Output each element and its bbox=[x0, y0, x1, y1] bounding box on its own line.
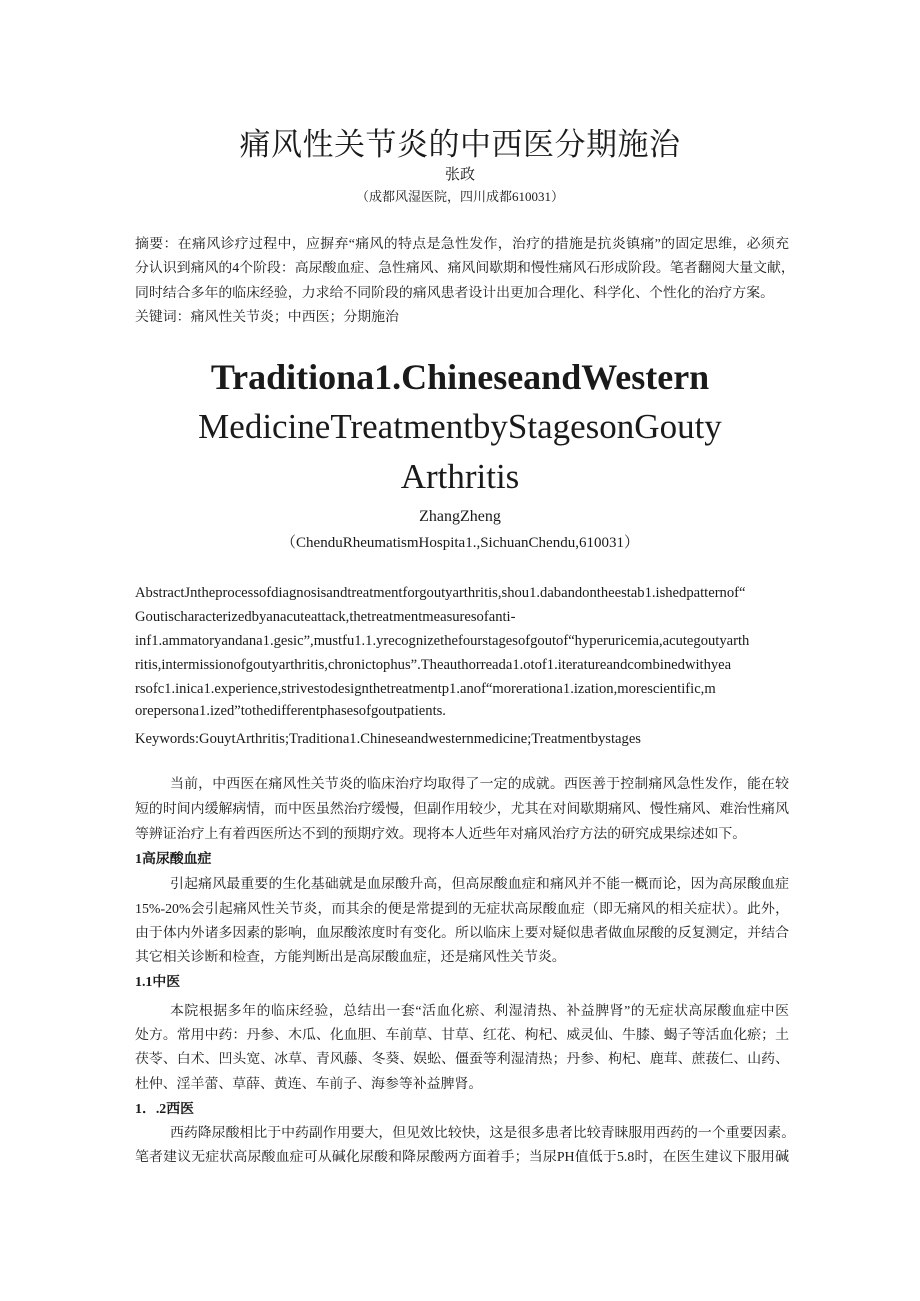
english-title-line: Arthritis bbox=[400, 457, 520, 496]
english-title-line: MedicineTreatmentbyStagesonGouty bbox=[198, 407, 722, 446]
abstract-en-line: Goutischaracterizedbyanacuteattack,thetreatmentmeasuresofanti- bbox=[135, 609, 516, 625]
author-name: 张政 bbox=[444, 167, 475, 183]
keywords-en: Keywords:GouytArthritis;Traditiona1.Chineseandwesternmedicine;Treatmentbystages bbox=[135, 731, 641, 747]
body-text-line: 笔者建议无症状高尿酸血症可从碱化尿酸和降尿酸两方面着手；当尿PH值低于5.8时，在医生建议下服用碱 bbox=[135, 1150, 789, 1165]
abstract-en-line: ritis,intermissionofgoutyarthritis,chronictophus”.Theauthorreada1.otof1.iteratureandcombinedwithyea bbox=[135, 657, 732, 673]
abstract-cn-line: 摘要：在痛风诊疗过程中，应摒弃“痛风的特点是急性发作，治疗的措施是抗炎镇痛”的固定思维，必须充 bbox=[135, 237, 789, 252]
author-affiliation: （成都风湿医院，四川成都610031） bbox=[355, 189, 564, 204]
english-author-name: ZhangZheng bbox=[419, 508, 501, 525]
section-heading: 1高尿酸血症 bbox=[135, 852, 212, 867]
english-affiliation: （ChenduRheumatismHospita1.,SichuanChendu,610031） bbox=[281, 535, 639, 551]
body-text-line: 其它相关诊断和检查，方能判断出是高尿酸血症，还是痛风性关节炎。 bbox=[135, 950, 566, 965]
body-text-line: 15%-20%会引起痛风性关节炎，而其余的便是常提到的无症状高尿酸血症（即无痛风的相关症状）。此外， bbox=[135, 902, 789, 917]
body-text-line: 引起痛风最重要的生化基础就是血尿酸升高，但高尿酸血症和痛风并不能一概而论，因为高尿酸血症 bbox=[170, 877, 789, 892]
body-text-line: 短的时间内缓解病情，而中医虽然治疗缓慢，但副作用较少，尤其在对间歇期痛风、慢性痛风、难治性痛风 bbox=[135, 802, 789, 817]
body-text-line: 当前，中西医在痛风性关节炎的临床治疗均取得了一定的成就。西医善于控制痛风急性发作，能在较 bbox=[170, 777, 789, 792]
body-text-line: 处方。常用中药：丹参、木瓜、化血胆、车前草、甘草、红花、枸杞、威灵仙、牛膝、蝎子等活血化瘀；土 bbox=[135, 1028, 789, 1043]
body-text-line: 杜仲、淫羊蕾、草薛、黄连、车前子、海参等补益脾肾。 bbox=[135, 1077, 483, 1092]
abstract-cn-line: 同时结合多年的临床经验，力求给不同阶段的痛风患者设计出更加合理化、科学化、个性化的治疗方案。 bbox=[135, 286, 774, 301]
body-text-line: 本院根据多年的临床经验，总结出一套“活血化瘀、利湿清热、补益脾肾”的无症状高尿酸血症中医 bbox=[170, 1004, 789, 1019]
abstract-cn-line: 分认识到痛风的4个阶段：高尿酸血症、急性痛风、痛风间歇期和慢性痛风石形成阶段。笔者翻阅大量文献， bbox=[135, 261, 795, 276]
body-text-line: 西药降尿酸相比于中药副作用要大，但见效比较快，这是很多患者比较青睐服用西药的一个重要因素。 bbox=[170, 1126, 796, 1141]
abstract-en-line: AbstractJntheprocessofdiagnosisandtreatmentforgoutyarthritis,shou1.dabandontheestab1.ishedpatternof“ bbox=[135, 585, 746, 601]
paper-title: 痛风性关节炎的中西医分期施治 bbox=[239, 127, 681, 162]
body-text-line: 等辨证治疗上有着西医所达不到的预期疗效。现将本人近些年对痛风治疗方法的研究成果综述如下。 bbox=[135, 827, 747, 842]
subsection-heading: 1．.2西医 bbox=[135, 1102, 195, 1117]
subsection-heading: 1.1中医 bbox=[135, 975, 181, 990]
abstract-en-line: orepersona1.ized”tothedifferentphasesofgoutpatients. bbox=[135, 703, 446, 719]
english-title-line: Traditiona1.ChineseandWestern bbox=[210, 357, 710, 397]
abstract-en-line: inf1.ammatoryandana1.gesic”,mustfu1.1.yrecognizethefourstagesofgoutof“hyperuricemia,acutegoutyarth bbox=[135, 633, 750, 649]
body-text-line: 茯苓、白术、凹头宽、冰草、青风藤、冬葵、娱蚣、僵蚕等利湿清热；丹参、枸杞、鹿茸、蔗菝仁、山药、 bbox=[135, 1052, 789, 1067]
keywords-cn: 关键词：痛风性关节炎；中西医；分期施治 bbox=[135, 310, 399, 325]
body-text-line: 由于体内外诸多因素的影响，血尿酸浓度时有变化。所以临床上要对疑似患者做血尿酸的反复测定，并结合 bbox=[135, 926, 789, 941]
abstract-en-line: rsofc1.inica1.experience,strivestodesignthetreatmentp1.anof“morerationa1.ization,morescientific,m bbox=[135, 681, 716, 697]
